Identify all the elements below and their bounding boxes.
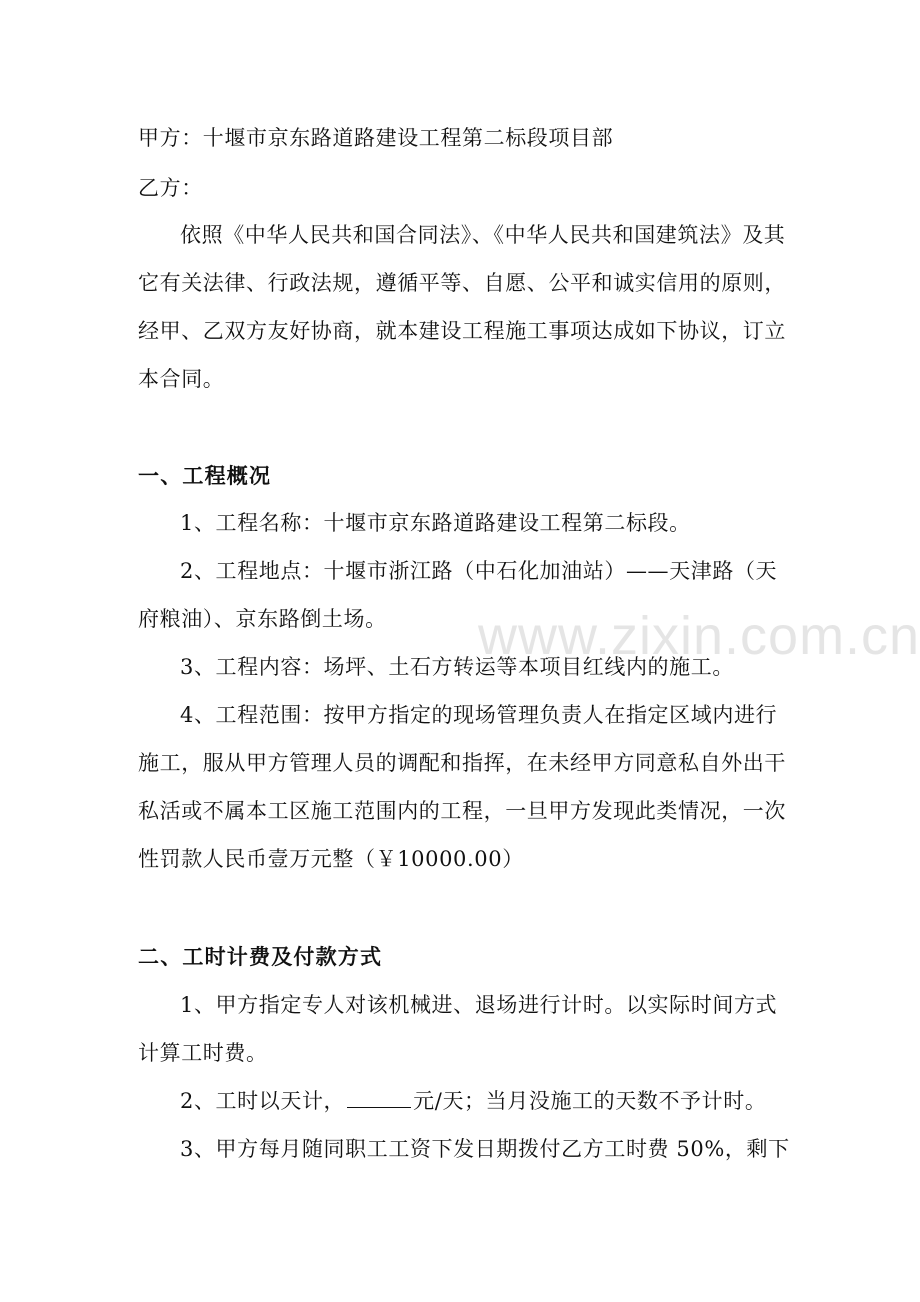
section-heading-billing: 二、工时计费及付款方式: [138, 945, 383, 969]
section2-line: 1、甲方指定专人对该机械进、退场进行计时。以实际时间方式: [180, 993, 778, 1017]
section1-line: 施工，服从甲方管理人员的调配和指挥，在未经甲方同意私自外出干: [138, 751, 786, 775]
preamble-line: 依照《中华人民共和国合同法》、《中华人民共和国建筑法》及其: [180, 223, 786, 247]
party-b-line: 乙方：: [138, 176, 203, 200]
section-heading-overview: 一、工程概况: [138, 464, 272, 488]
section1-line: 2、工程地点：十堰市浙江路（中石化加油站）——天津路（天: [180, 559, 778, 583]
preamble-line: 经甲、乙双方友好协商，就本建设工程施工事项达成如下协议，订立: [138, 319, 786, 343]
section1-line: 4、工程范围：按甲方指定的现场管理负责人在指定区域内进行: [180, 703, 778, 727]
section1-line: 3、工程内容：场坪、土石方转运等本项目红线内的施工。: [180, 655, 734, 679]
section2-line: 计算工时费。: [138, 1041, 268, 1065]
section1-line: 1、工程名称：十堰市京东路道路建设工程第二标段。: [180, 511, 691, 535]
rate-suffix: 元/天；当月没施工的天数不予计时。: [413, 1089, 767, 1113]
section1-line: 府粮油）、京东路倒土场。: [138, 607, 387, 631]
preamble-line: 它有关法律、行政法规，遵循平等、自愿、公平和诚实信用的原则，: [138, 271, 786, 295]
preamble-line: 本合同。: [138, 367, 225, 391]
watermark: www.zixin.com.cn: [478, 606, 920, 666]
section1-line: 性罚款人民币壹万元整（￥10000.00）: [138, 847, 524, 871]
rate-blank: [347, 1087, 411, 1108]
rate-prefix: 2、工时以天计，: [180, 1089, 346, 1113]
section2-line-rate: [180, 1087, 830, 1115]
party-a-line: 甲方：十堰市京东路道路建设工程第二标段项目部: [138, 126, 614, 150]
section2-line: 3、甲方每月随同职工工资下发日期拨付乙方工时费 50%，剩下: [180, 1137, 790, 1161]
section1-line: 私活或不属本工区施工范围内的工程，一旦甲方发现此类情况，一次: [138, 799, 786, 823]
